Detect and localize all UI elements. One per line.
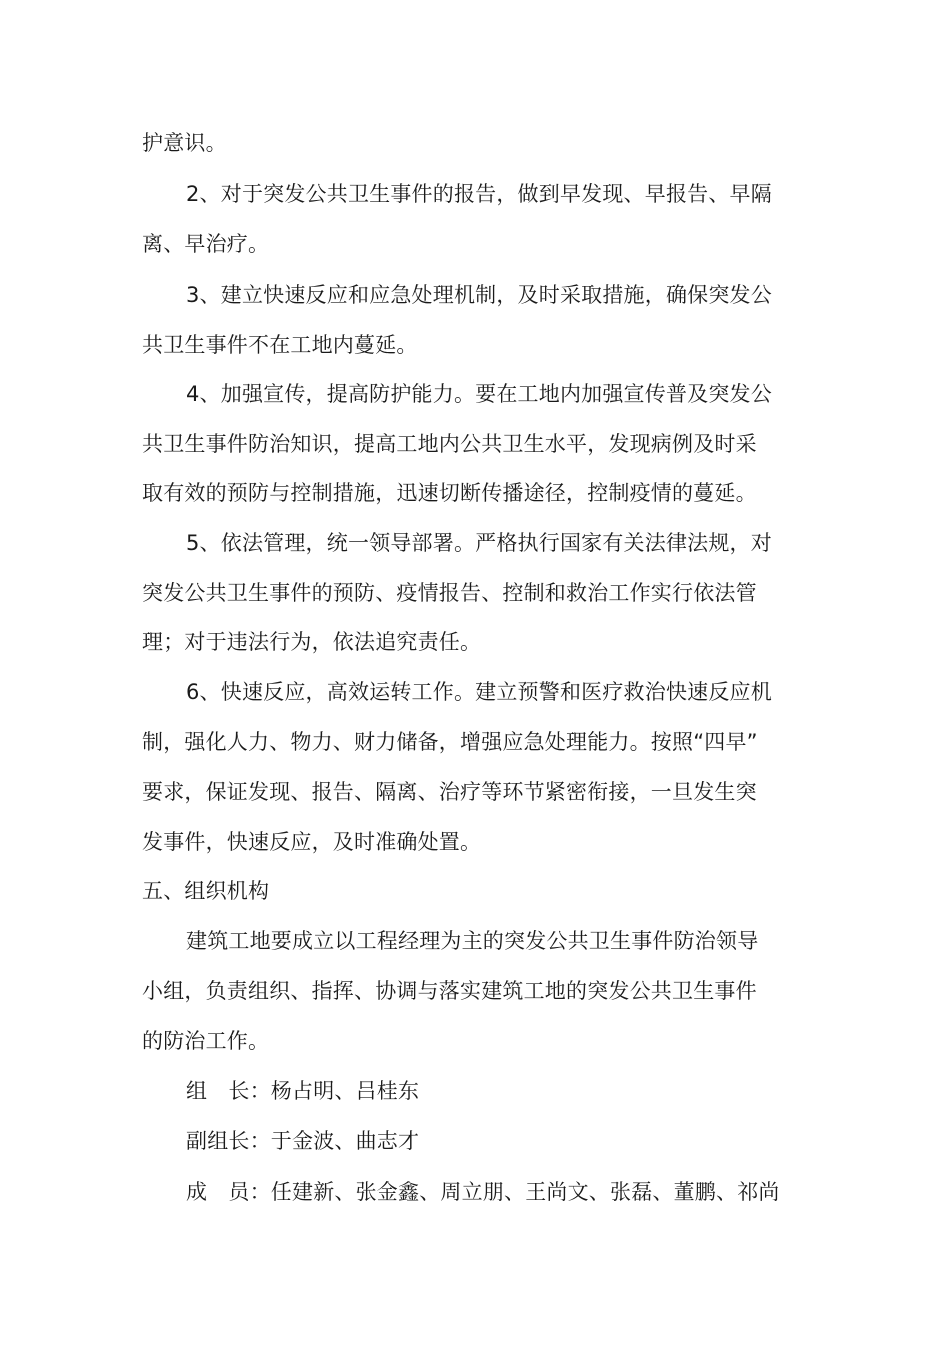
members-line: 成 员：任建新、张金鑫、周立朋、王尚文、张磊、董鹏、祁尚 [186, 1180, 780, 1204]
text-line: 5、依法管理，统一领导部署。严格执行国家有关法律法规，对 [186, 531, 772, 555]
text-line: 共卫生事件防治知识，提高工地内公共卫生水平，发现病例及时采 [142, 432, 757, 456]
text-line: 理；对于违法行为，依法追究责任。 [142, 630, 482, 654]
text-line: 取有效的预防与控制措施，迅速切断传播途径，控制疫情的蔓延。 [142, 481, 757, 505]
deputy-leader-line: 副组长：于金波、曲志才 [186, 1129, 420, 1153]
group-leader-line: 组 长：杨占明、吕桂东 [186, 1079, 420, 1103]
text-line: 建筑工地要成立以工程经理为主的突发公共卫生事件防治领导 [186, 929, 759, 953]
text-line: 6、快速反应，高效运转工作。建立预警和医疗救治快速反应机 [186, 680, 772, 704]
text-line: 的防治工作。 [142, 1029, 270, 1053]
text-line: 小组，负责组织、指挥、协调与落实建筑工地的突发公共卫生事件 [142, 979, 757, 1003]
text-line: 护意识。 [142, 131, 227, 155]
text-line: 3、建立快速反应和应急处理机制，及时采取措施，确保突发公 [186, 283, 772, 307]
text-line: 2、对于突发公共卫生事件的报告，做到早发现、早报告、早隔 [186, 182, 772, 206]
section-heading: 五、组织机构 [142, 879, 270, 903]
text-line: 制，强化人力、物力、财力储备，增强应急处理能力。按照“四早” [142, 730, 758, 754]
text-line: 离、早治疗。 [142, 232, 270, 256]
text-line: 共卫生事件不在工地内蔓延。 [142, 333, 418, 357]
text-line: 突发公共卫生事件的预防、疫情报告、控制和救治工作实行依法管 [142, 581, 757, 605]
text-line: 发事件，快速反应，及时准确处置。 [142, 830, 482, 854]
text-line: 要求，保证发现、报告、隔离、治疗等环节紧密衔接，一旦发生突 [142, 780, 757, 804]
text-line: 4、加强宣传，提高防护能力。要在工地内加强宣传普及突发公 [186, 382, 772, 406]
